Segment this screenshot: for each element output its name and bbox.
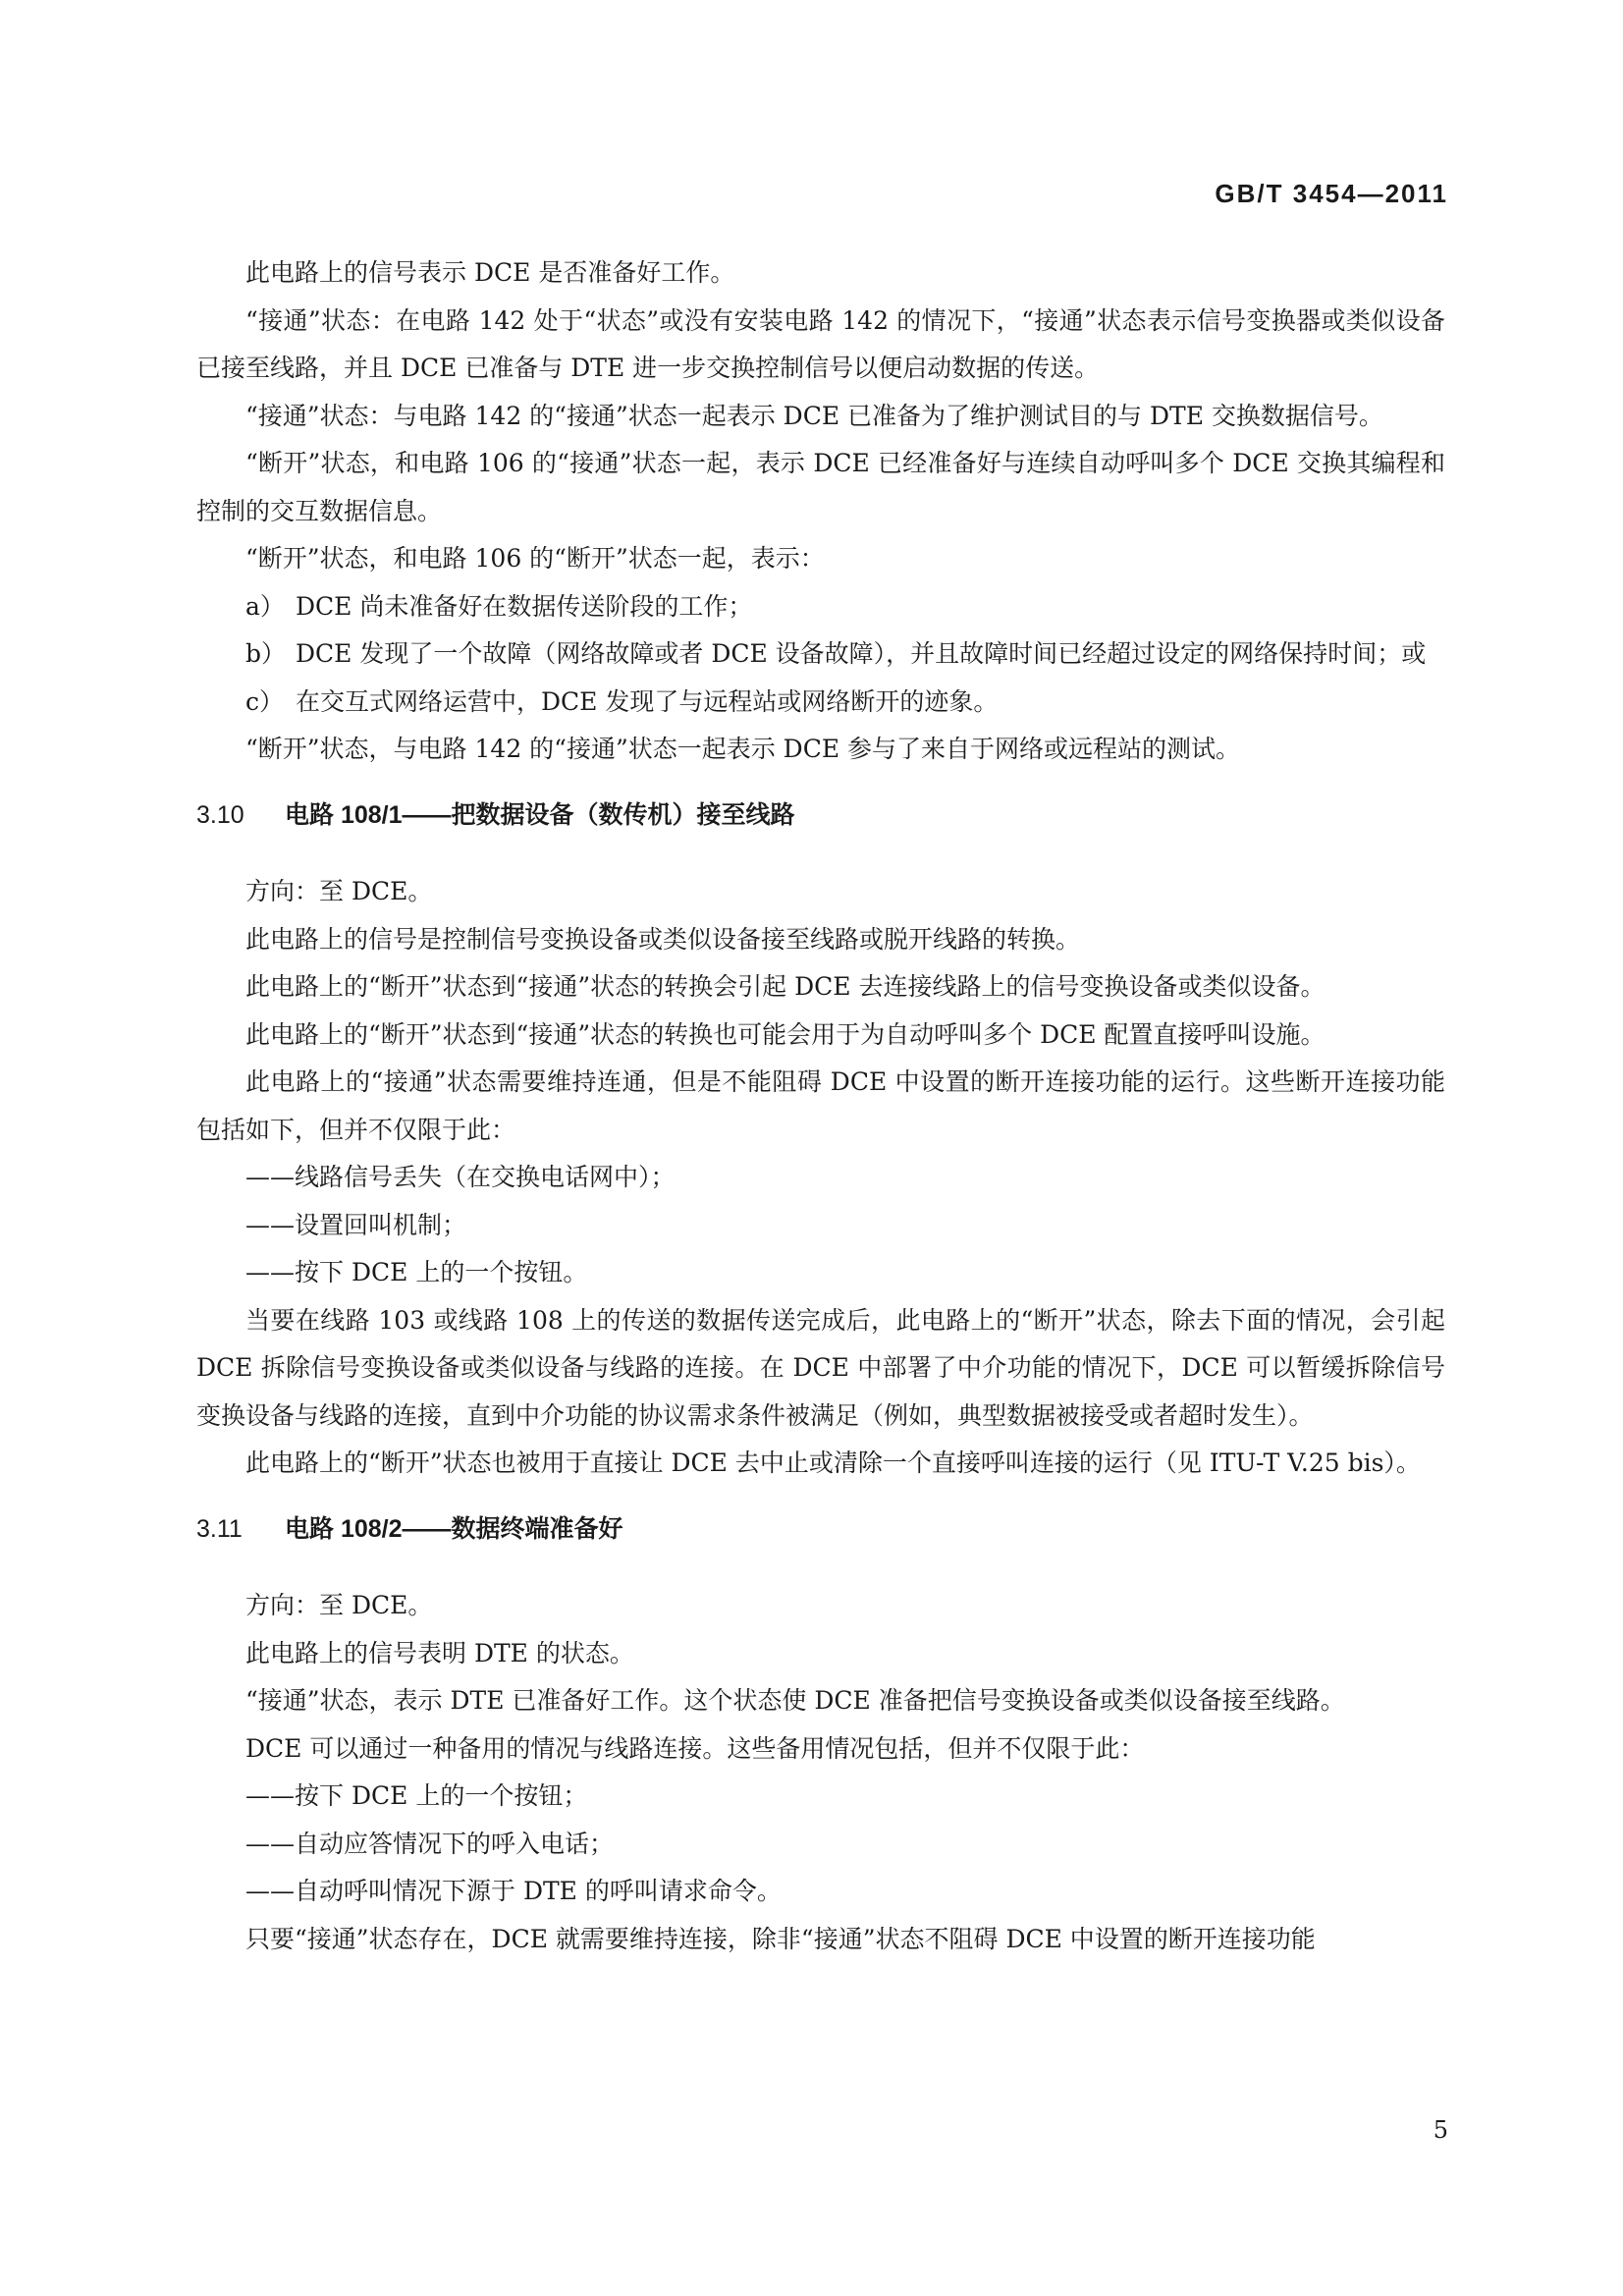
paragraph: 方向：至 DCE。 [245, 1591, 433, 1619]
paragraph: “断开”状态，和电路 106 的“断开”状态一起，表示： [245, 544, 825, 573]
document-body [196, 249, 1445, 1963]
list-item-label: a） [245, 591, 285, 621]
paragraph: “断开”状态，与电路 142 的“接通”状态一起表示 DCE 参与了来自于网络或远程站的测试。 [245, 735, 1241, 763]
section-title: 电路 108/2——数据终端准备好 [285, 1514, 623, 1543]
dash-item: ——按下 DCE 上的一个按钮； [245, 1781, 588, 1810]
paragraph: 此电路上的“接通”状态需要维持连通，但是不能阻碍 DCE 中设置的断开连接功能的运行。这些断开连接功能包括如下，但并不仅限于此： [196, 1067, 1445, 1144]
paragraph: “接通”状态：与电路 142 的“接通”状态一起表示 DCE 已准备为了维护测试目的与 DTE 交换数据信号。 [245, 401, 1383, 430]
dash-item: ——线路信号丢失（在交换电话网中）； [245, 1163, 676, 1191]
paragraph: 只要“接通”状态存在，DCE 就需要维持连接，除非“接通”状态不阻碍 DCE 中设置的断开连接功能 [245, 1924, 1316, 1953]
section-title: 电路 108/1——把数据设备（数传机）接至线路 [285, 800, 795, 829]
paragraph: 此电路上的“断开”状态到“接通”状态的转换也可能会用于为自动呼叫多个 DCE 配置直接呼叫设施。 [245, 1019, 1325, 1049]
paragraph: 此电路上的信号表示 DCE 是否准备好工作。 [245, 258, 735, 287]
dash-item: ——按下 DCE 上的一个按钮。 [245, 1258, 588, 1286]
dash-item: ——自动应答情况下的呼入电话； [245, 1829, 615, 1858]
dash-item: ——自动呼叫情况下源于 DTE 的呼叫请求命令。 [245, 1877, 782, 1905]
list-item [196, 630, 1445, 679]
list-item-label: b） [245, 639, 287, 668]
dash-item: ——设置回叫机制； [245, 1210, 467, 1239]
paragraph: “断开”状态，和电路 106 的“接通”状态一起，表示 DCE 已经准备好与连续自动呼叫多个 DCE 交换其编程和控制的交互数据信息。 [196, 449, 1445, 525]
list-item [196, 583, 1445, 631]
section-heading-3-11 [196, 1505, 1445, 1554]
list-item-text: 在交互式网络运营中，DCE 发现了与远程站或网络断开的迹象。 [296, 686, 999, 716]
list-item-text: DCE 发现了一个故障（网络故障或者 DCE 设备故障），并且故障时间已经超过设定的网络保持时间；或 [296, 639, 1427, 668]
list-item-text: DCE 尚未准备好在数据传送阶段的工作； [296, 591, 753, 621]
section-number: 3.10 [196, 800, 244, 829]
list-item [196, 679, 1445, 727]
section-heading-3-10 [196, 792, 1445, 840]
paragraph: DCE 可以通过一种备用的情况与线路连接。这些备用情况包括，但并不仅限于此： [245, 1733, 1145, 1763]
paragraph: “接通”状态：在电路 142 处于“状态”或没有安装电路 142 的情况下，“接通”状态表示信号变换器或类似设备已接至线路，并且 DCE 已准备与 DTE 进一步交换控制信号以便启动数据的传送。 [196, 305, 1445, 382]
paragraph: 此电路上的信号是控制信号变换设备或类似设备接至线路或脱开线路的转换。 [245, 924, 1081, 954]
paragraph: 方向：至 DCE。 [245, 877, 433, 905]
paragraph: 当要在线路 103 或线路 108 上的传送的数据传送完成后，此电路上的“断开”状态，除去下面的情况，会引起 DCE 拆除信号变换设备或类似设备与线路的连接。在 DCE 中部署了中介功能的情况下，DCE 可以暂缓拆除信号变换设备与线路的连接，直到中介功能的协议需求条件被满足（例如，典型数据被接受或者超时发生）。 [196, 1305, 1445, 1430]
standard-code: GB/T 3454—2011 [1215, 179, 1448, 208]
paragraph: 此电路上的信号表明 DTE 的状态。 [245, 1638, 634, 1667]
page-number: 5 [1433, 2116, 1448, 2144]
list-item-label: c） [245, 686, 285, 716]
paragraph: “接通”状态，表示 DTE 已准备好工作。这个状态使 DCE 准备把信号变换设备或类似设备接至线路。 [245, 1686, 1345, 1715]
section-number: 3.11 [196, 1514, 243, 1543]
paragraph: 此电路上的“断开”状态也被用于直接让 DCE 去中止或清除一个直接呼叫连接的运行（见 ITU-T V.25 bis）。 [245, 1449, 1421, 1477]
paragraph: 此电路上的“断开”状态到“接通”状态的转换会引起 DCE 去连接线路上的信号变换设备或类似设备。 [245, 972, 1325, 1001]
